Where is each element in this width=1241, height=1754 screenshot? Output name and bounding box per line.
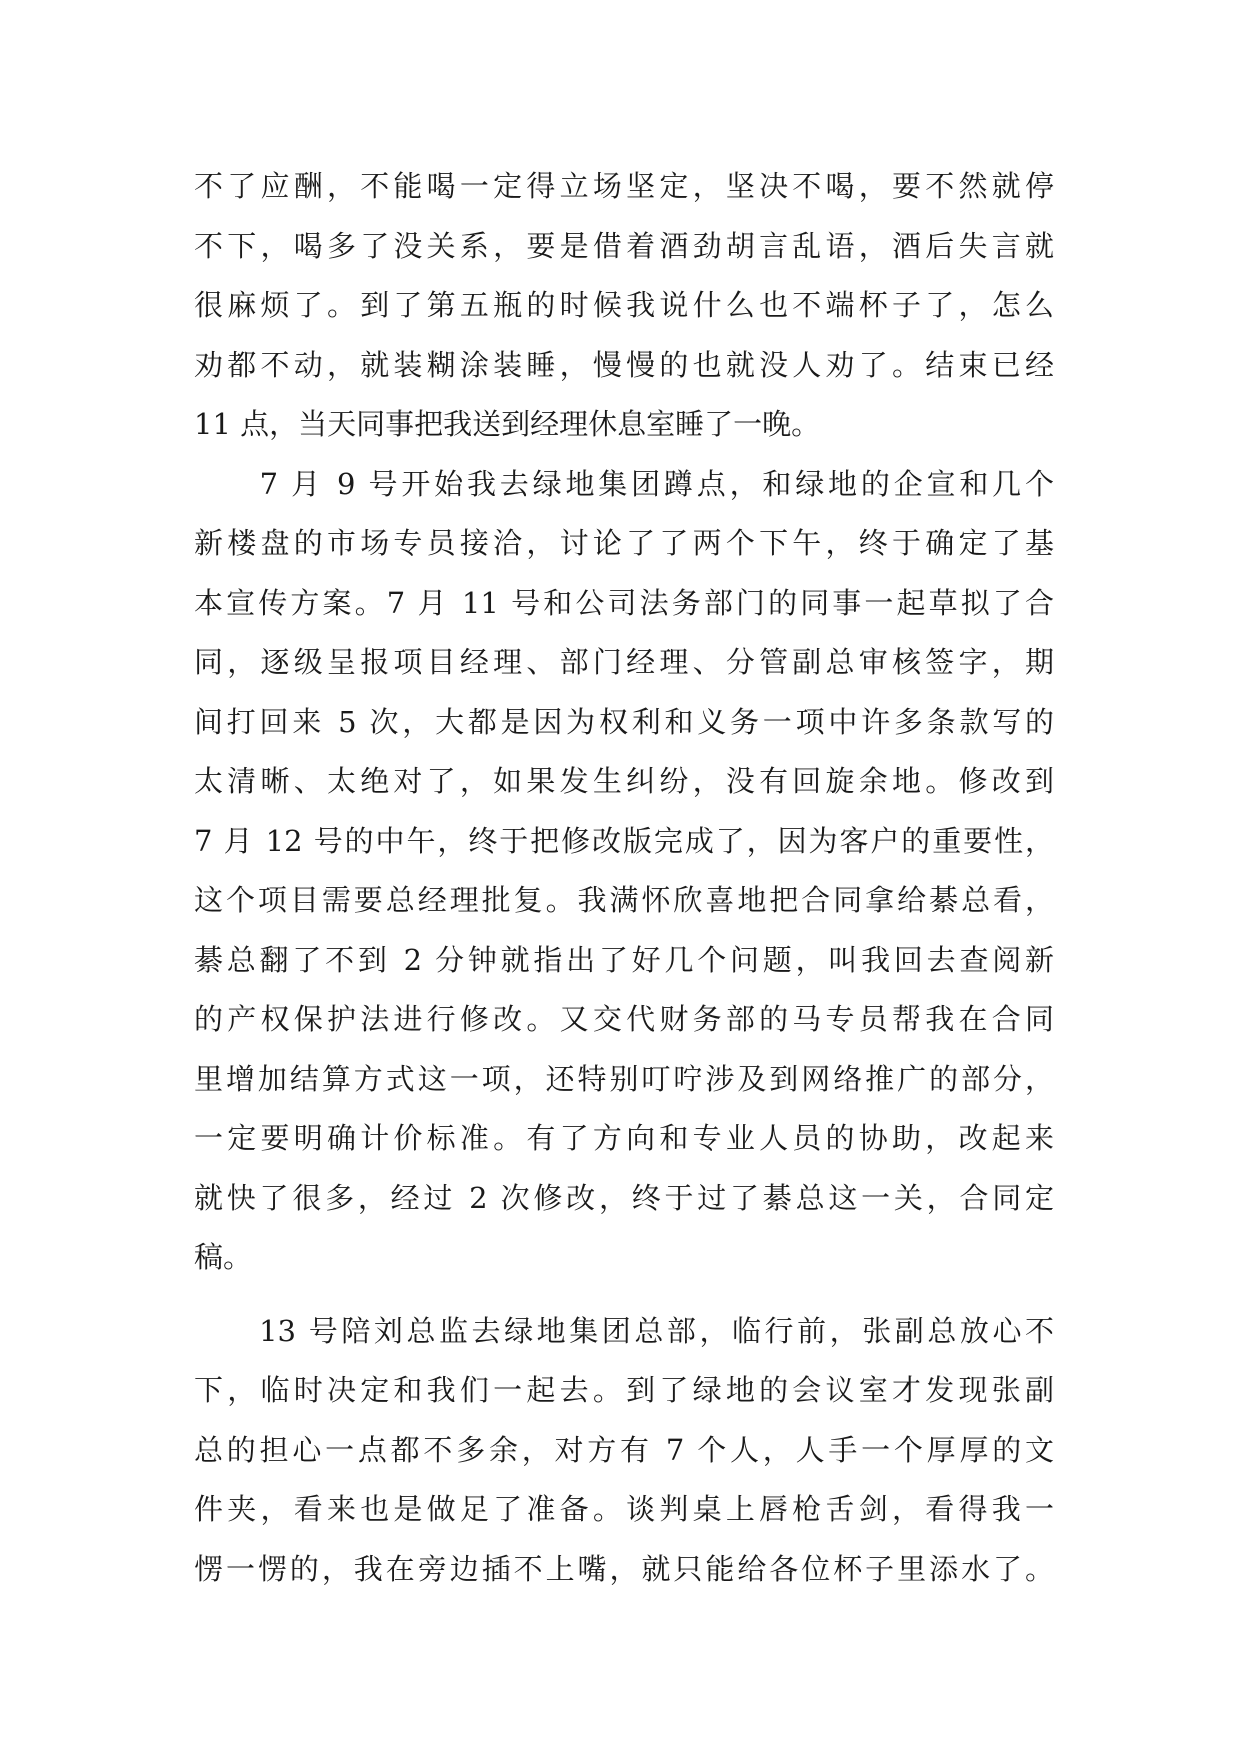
text-line: 件夹，看来也是做足了准备。谈判桌上唇枪舌剑，看得我一	[194, 1492, 1054, 1526]
text-line: 稿。	[194, 1240, 253, 1274]
text-line: 就快了很多，经过 2 次修改，终于过了綦总这一关，合同定	[194, 1180, 1054, 1215]
text-line: 綦总翻了不到 2 分钟就指出了好几个问题，叫我回去查阅新	[194, 942, 1054, 977]
text-line: 总的担心一点都不多余，对方有 7 个人，人手一个厚厚的文	[194, 1432, 1054, 1467]
text-line: 愣一愣的，我在旁边插不上嘴，就只能给各位杯子里添水了。	[194, 1551, 1054, 1586]
text-line: 7 月 12 号的中午，终于把修改版完成了，因为客户的重要性，	[194, 823, 1054, 858]
text-line: 不下，喝多了没关系，要是借着酒劲胡言乱语，酒后失言就	[194, 228, 1054, 263]
text-line: 新楼盘的市场专员接洽，讨论了了两个下午，终于确定了基	[194, 526, 1054, 560]
text-line: 一定要明确计价标准。有了方向和专业人员的协助，改起来	[194, 1121, 1054, 1155]
text-line: 13 号陪刘总监去绿地集团总部，临行前，张副总放心不	[194, 1313, 1054, 1348]
text-line: 7 月 9 号开始我去绿地集团蹲点，和绿地的企宣和几个	[194, 466, 1054, 501]
text-line: 的产权保护法进行修改。又交代财务部的马专员帮我在合同	[194, 1002, 1054, 1036]
document-body	[194, 157, 1054, 1599]
text-line: 这个项目需要总经理批复。我满怀欣喜地把合同拿给綦总看，	[194, 883, 1054, 917]
text-line: 太清晰、太绝对了，如果发生纠纷，没有回旋余地。修改到	[194, 764, 1054, 798]
paragraph-gap	[194, 1288, 1054, 1302]
text-line: 间打回来 5 次，大都是因为权利和义务一项中许多条款写的	[194, 704, 1054, 739]
text-line: 劝都不动，就装糊涂装睡，慢慢的也就没人劝了。结束已经	[194, 347, 1054, 382]
text-line: 同，逐级呈报项目经理、部门经理、分管副总审核签字，期	[194, 645, 1054, 679]
text-line: 本宣传方案。7 月 11 号和公司法务部门的同事一起草拟了合	[194, 585, 1054, 620]
text-line: 11 点，当天同事把我送到经理休息室睡了一晚。	[194, 407, 821, 441]
paragraph	[194, 1302, 1054, 1600]
paragraph	[194, 157, 1054, 455]
text-line: 里增加结算方式这一项，还特别叮咛涉及到网络推广的部分，	[194, 1061, 1054, 1096]
text-line: 不了应酬，不能喝一定得立场坚定，坚决不喝，要不然就停	[194, 169, 1054, 203]
paragraph	[194, 455, 1054, 1288]
text-line: 很麻烦了。到了第五瓶的时候我说什么也不端杯子了，怎么	[194, 288, 1054, 322]
text-line: 下，临时决定和我们一起去。到了绿地的会议室才发现张副	[194, 1373, 1054, 1407]
